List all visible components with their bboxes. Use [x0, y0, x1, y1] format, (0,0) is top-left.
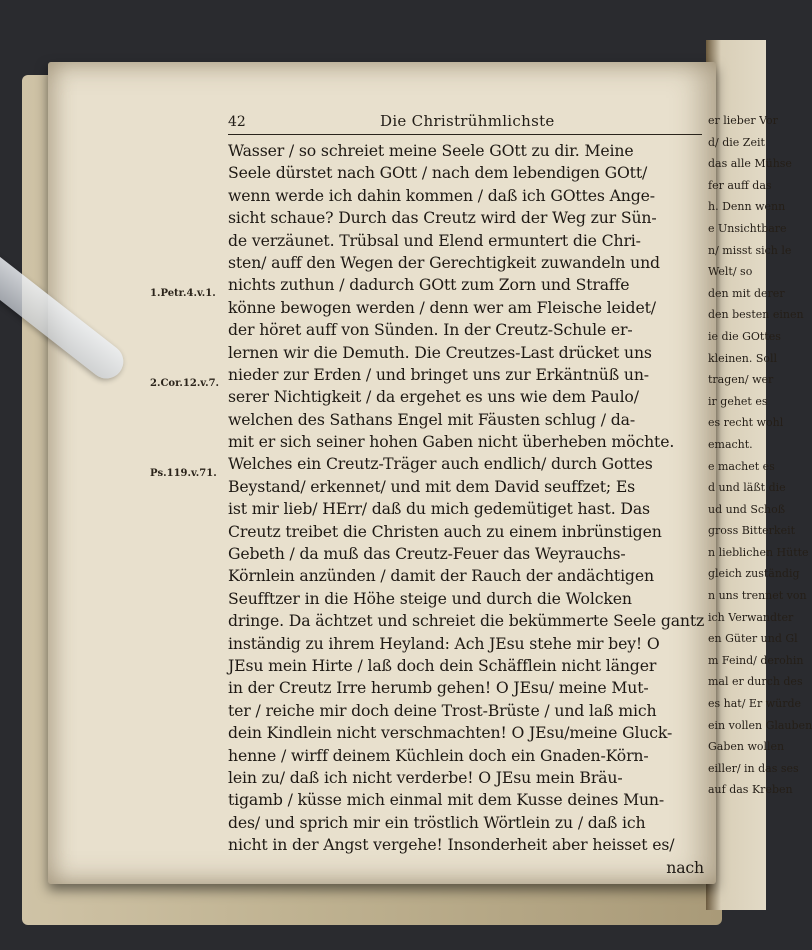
text-line: lein zu/ daß ich nicht verderbe! O JEsu mein Bräu-	[228, 767, 623, 787]
text-line: könne bewogen werden / denn wer am Fleische leidet/	[228, 297, 656, 317]
text-line: lernen wir die Demuth. Die Creutzes-Last drücket uns	[228, 342, 652, 362]
facing-page-line: das alle Mühse	[708, 157, 792, 171]
facing-page-line: e Unsichtbare	[708, 221, 787, 235]
text-line: sicht schaue? Durch das Creutz wird der Weg zur Sün-	[228, 208, 657, 228]
text-line: des/ und sprich mir ein tröstlich Wörtlein zu / daß ich	[228, 812, 646, 832]
facing-page-line: ie die GOttes	[708, 329, 781, 343]
facing-page-line: Welt/ so	[708, 265, 753, 279]
facing-page-line: ich Verwandter	[708, 610, 794, 624]
text-line: Seufftzer in die Höhe steige und durch die Wolcken	[228, 588, 632, 608]
margin-reference-ps: Ps.119.v.71.	[150, 468, 217, 479]
text-line: Gebeth / da muß das Creutz-Feuer das Weyrauchs-	[228, 544, 626, 564]
text-line: in der Creutz Irre herumb gehen! O JEsu/ meine Mut-	[228, 678, 649, 698]
text-line: nichts zuthun / dadurch GOtt zum Zorn und Straffe	[228, 275, 630, 295]
facing-page-line: n/ misst sich le	[708, 243, 792, 257]
facing-page-line: n uns trennet von	[708, 589, 807, 603]
margin-reference-2-cor: 2.Cor.12.v.7.	[150, 378, 220, 389]
facing-page-line: gross Bitterkeit	[708, 524, 796, 538]
text-line: de verzäunet. Trübsal und Elend ermuntert die Chri-	[228, 230, 641, 250]
facing-page-line: tragen/ wer	[708, 373, 774, 387]
facing-page-line: ud und Schoß	[708, 502, 786, 516]
running-head	[228, 112, 702, 134]
facing-page-line: den mit derer	[708, 286, 785, 300]
facing-page-line: n lieblichen Hütte	[708, 545, 809, 559]
facing-page-line: es recht wohl	[708, 416, 784, 430]
facing-page-line: fer auff das	[708, 178, 772, 192]
text-line: tigamb / küsse mich einmal mit dem Kusse deines Mun-	[228, 790, 665, 810]
text-line: inständig zu ihrem Heyland: Ach JEsu stehe mir bey! O	[228, 633, 660, 653]
text-line: dein Kindlein nicht verschmachten! O JEsu/meine Gluck-	[228, 723, 673, 743]
text-line: Beystand/ erkennet/ und mit dem David seuffzet; Es	[228, 476, 636, 496]
facing-page-line: eiller/ in das ses	[708, 761, 799, 775]
facing-page-line: mal er durch des	[708, 675, 803, 689]
text-line: Welches ein Creutz-Träger auch endlich/ durch Gottes	[228, 454, 653, 474]
facing-page-text	[708, 110, 812, 801]
text-line: sten/ auff den Wegen der Gerechtigkeit zuwandeln und	[228, 252, 660, 272]
facing-page-line: ein vollen Glauben	[708, 718, 812, 732]
header-rule	[228, 134, 702, 135]
facing-page-line: e machet es	[708, 459, 775, 473]
facing-page-line: gleich zuständig	[708, 567, 800, 581]
text-line: JEsu mein Hirte / laß doch dein Schäfflein nicht länger	[228, 655, 657, 675]
text-line: nieder zur Erden / und bringet uns zur Erkäntnüß un-	[228, 364, 649, 384]
text-line: nach	[666, 857, 704, 877]
text-line: henne / wirff deinem Küchlein doch ein Gnaden-Körn-	[228, 745, 649, 765]
facing-page-line: d und läßt die	[708, 481, 786, 495]
facing-page-line: h. Denn wenn	[708, 200, 786, 214]
facing-page-line: en Güter und Gl	[708, 632, 798, 646]
text-line: wenn werde ich dahin kommen / daß ich GOttes Ange-	[228, 185, 655, 205]
text-line: ter / reiche mir doch deine Trost-Brüste / und laß mich	[228, 700, 657, 720]
text-line: ist mir lieb/ HErr/ daß du mich gedemütiget hast. Das	[228, 499, 650, 519]
text-line: Seele dürstet nach GOtt / nach dem lebendigen GOtt/	[228, 163, 648, 183]
text-line: Wasser / so schreiet meine Seele GOtt zu dir. Meine	[228, 141, 634, 160]
margin-reference-1-petr: 1.Petr.4.v.1.	[150, 288, 216, 299]
running-title: Die Christrühmlichste	[380, 112, 555, 130]
text-line: Körnlein anzünden / damit der Rauch der andächtigen	[228, 566, 654, 586]
text-line: der höret auff von Sünden. In der Creutz-Schule er-	[228, 320, 633, 340]
facing-page-line: d/ die Zeit	[708, 135, 765, 149]
text-line: nicht in der Angst vergehe! Insonderheit aber heisset es/	[228, 835, 675, 855]
text-line: Creutz treibet die Christen auch zu einem inbrünstigen	[228, 521, 662, 541]
text-line: serer Nichtigkeit / da ergehet es uns wie dem Paulo/	[228, 387, 639, 407]
facing-page-line: den besten einen	[708, 308, 804, 322]
body-text	[228, 140, 704, 879]
text-line: mit er sich seiner hohen Gaben nicht überheben möchte.	[228, 432, 675, 452]
facing-page-line: auf das Kreben	[708, 783, 793, 797]
facing-page-line: er lieber Vor	[708, 114, 778, 127]
facing-page-line: emacht.	[708, 437, 753, 451]
facing-page-line: Gaben wollen	[708, 740, 785, 754]
text-line: dringe. Da ächtzet und schreiet die bekümmerte Seele gantz	[228, 611, 705, 631]
text-line: welchen des Sathans Engel mit Fäusten schlug / da-	[228, 409, 635, 429]
facing-page-line: ir gehet es	[708, 394, 768, 408]
facing-page-line: kleinen. Soll	[708, 351, 778, 365]
facing-page-line: m Feind/ derohin	[708, 653, 804, 667]
facing-page-line: es hat/ Er würde	[708, 697, 802, 711]
page-number: 42	[228, 114, 246, 130]
